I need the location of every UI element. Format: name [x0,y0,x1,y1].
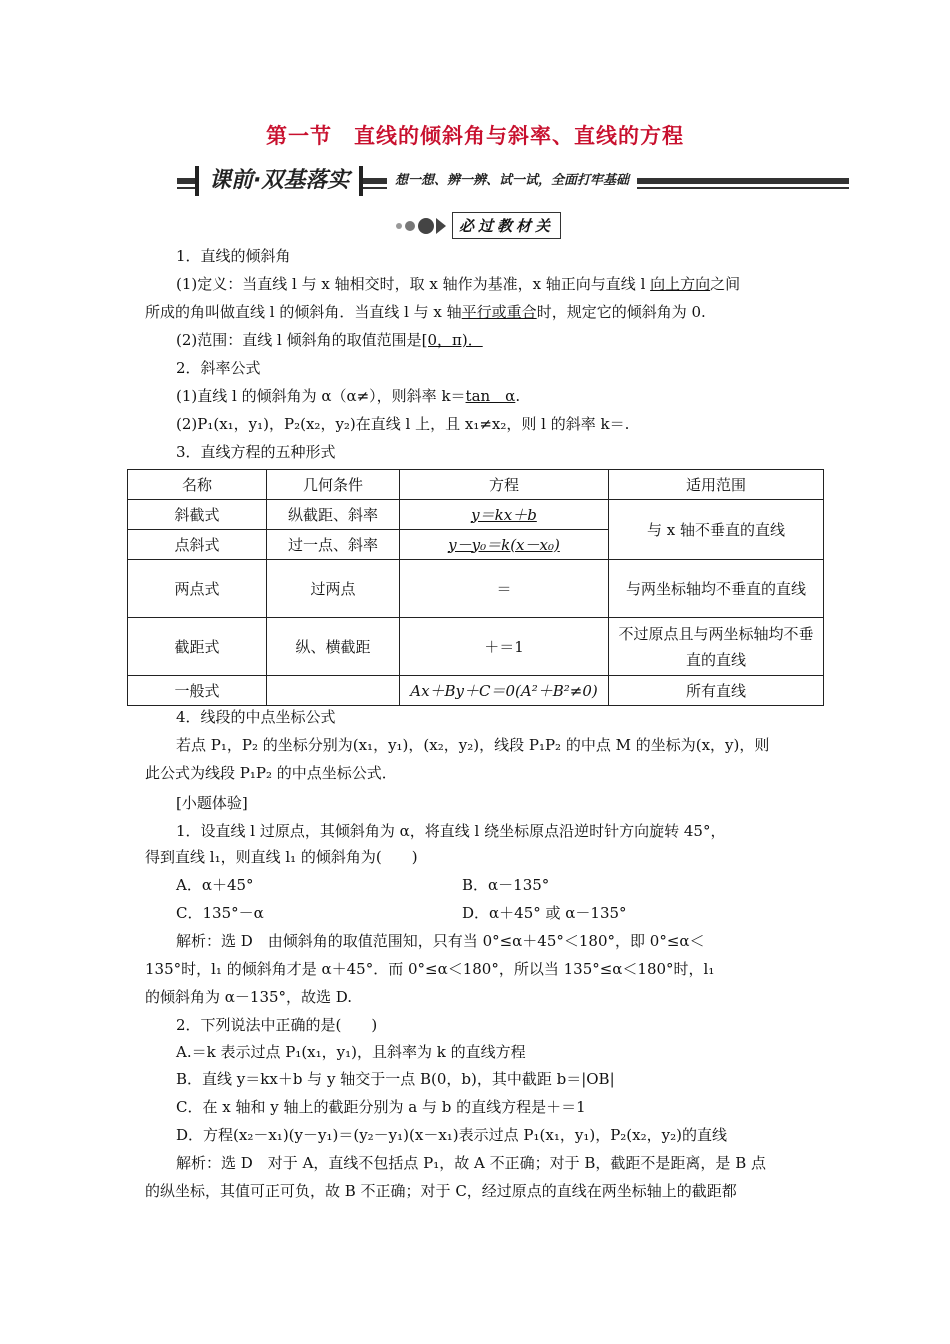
option-d: D．α＋45° 或 α－135° [462,904,627,922]
cell-scope: 不过原点且与两坐标轴均不垂直的直线 [609,618,824,676]
solution-2: 解析：选 D 对于 A，直线不包括点 P₁，故 A 不正确；对于 B，截距不是距离，是 B 点 [176,1154,766,1172]
text: 之间 [710,275,741,293]
underlined-answer: [0，π)． [421,331,483,349]
cell-condition: 过一点、斜率 [267,530,400,560]
table-header: 几何条件 [267,470,400,500]
cell-scope: 与 x 轴不垂直的直线 [609,500,824,560]
table-header: 名称 [128,470,267,500]
question-1: 1．设直线 l 过原点，其倾斜角为 α，将直线 l 绕坐标原点沿逆时针方向旋转 45°， [176,822,726,840]
equation-text: Ax＋By＋C＝0(A²＋B²≠0) [410,681,598,700]
option-c: C．135°－α [176,904,264,922]
cell-equation [400,530,609,560]
question-2: 2．下列说法中正确的是( ) [176,1016,378,1034]
dots-icon [396,218,448,234]
text: . [515,387,521,405]
cell-name: 一般式 [128,676,267,706]
equation-text: y－y₀＝k(x－x₀) [448,535,560,554]
text: (2)范围：直线 l 倾斜角的取值范围是 [176,331,422,349]
cell-name: 点斜式 [128,530,267,560]
q2-option-b: B．直线 y＝kx＋b 与 y 轴交于一点 B(0，b)，其中截距 b＝|OB| [176,1070,615,1088]
text: (1)直线 l 的倾斜角为 α（α≠），则斜率 k＝ [176,387,466,405]
table-row [128,618,824,676]
heading-inclination: 1．直线的倾斜角 [176,247,291,265]
cell-name: 两点式 [128,560,267,618]
solution-1: 解析：选 D 由倾斜角的取值范围知，只有当 0°≤α＋45°＜180°，即 0°≤α＜ [176,932,705,950]
para-slope-1 [176,385,520,407]
cell-scope: 所有直线 [609,676,824,706]
solution-1-end: 的倾斜角为 α－135°，故选 D. [145,988,353,1006]
table-row [128,560,824,618]
cell-condition [267,676,400,706]
para-slope-2: (2)P₁(x₁，y₁)，P₂(x₂，y₂)在直线 l 上，且 x₁≠x₂，则 l 的斜率 k＝. [176,415,630,433]
para-midpoint-2: 此公式为线段 P₁P₂ 的中点坐标公式． [145,764,397,782]
table-header: 方程 [400,470,609,500]
underlined-answer: 向上方向 [650,275,711,293]
heading-forms: 3．直线方程的五种形式 [176,443,336,461]
section-label: 必过教材关 [452,212,561,239]
para-midpoint-1: 若点 P₁，P₂ 的坐标分别为(x₁，y₁)，(x₂，y₂)，线段 P₁P₂ 的中点 M 的坐标为(x，y)，则 [176,736,770,754]
cell-condition: 过两点 [267,560,400,618]
cell-name: 截距式 [128,618,267,676]
text: 所成的角叫做直线 l 的倾斜角．当直线 l 与 x 轴 [145,303,462,321]
table-header: 适用范围 [609,470,824,500]
underlined-answer: 平行或重合 [461,303,537,321]
cell-equation [400,500,609,530]
text: (1)定义：当直线 l 与 x 轴相交时，取 x 轴作为基准，x 轴正向与直线 l [176,275,651,293]
q2-option-a: A.＝k 表示过点 P₁(x₁，y₁)，且斜率为 k 的直线方程 [176,1043,526,1061]
cell-scope: 与两坐标轴均不垂直的直线 [609,560,824,618]
section-banner [177,166,849,196]
banner-sub-label: 想一想、辨一辨、试一试，全面打牢基础 [387,171,637,191]
question-1-cont: 得到直线 l₁，则直线 l₁ 的倾斜角为( ) [145,848,418,866]
para-range [176,329,483,351]
solution-2-cont: 的纵坐标，其值可正可负，故 B 不正确；对于 C，经过原点的直线在两坐标轴上的截距都 [145,1182,737,1200]
cell-condition: 纵、横截距 [267,618,400,676]
page-title: 第一节 直线的倾斜角与斜率、直线的方程 [266,124,684,148]
cell-equation: ＝ [400,560,609,618]
practice-tag: [小题体验] [176,794,248,812]
equation-text: y＝kx＋b [471,505,537,524]
banner-main-label: 课前·双基落实 [195,166,363,196]
cell-condition: 纵截距、斜率 [267,500,400,530]
line-equation-table [127,469,824,706]
underlined-answer: tan α [465,387,516,405]
table-row [128,676,824,706]
heading-slope: 2．斜率公式 [176,359,261,377]
cell-equation: ＋＝1 [400,618,609,676]
q2-option-c: C．在 x 轴和 y 轴上的截距分别为 a 与 b 的直线方程是＋＝1 [176,1098,586,1116]
cell-equation [400,676,609,706]
para-definition [176,273,740,295]
table-row [128,500,824,530]
para-definition-cont [145,301,706,323]
text: 时，规定它的倾斜角为 0. [536,303,706,321]
option-a: A．α＋45° [176,876,254,894]
solution-1-cont: 135°时，l₁ 的倾斜角才是 α＋45°．而 0°≤α＜180°，所以当 135°≤α＜180°时，l₁ [145,960,715,978]
cell-name: 斜截式 [128,500,267,530]
q2-option-d: D．方程(x₂－x₁)(y－y₁)＝(y₂－y₁)(x－x₁)表示过点 P₁(x₁，y₁)，P₂(x₂，y₂)的直线 [176,1126,727,1144]
heading-midpoint: 4．线段的中点坐标公式 [176,708,336,726]
option-b: B．α－135° [462,876,550,894]
table-header-row [128,470,824,500]
